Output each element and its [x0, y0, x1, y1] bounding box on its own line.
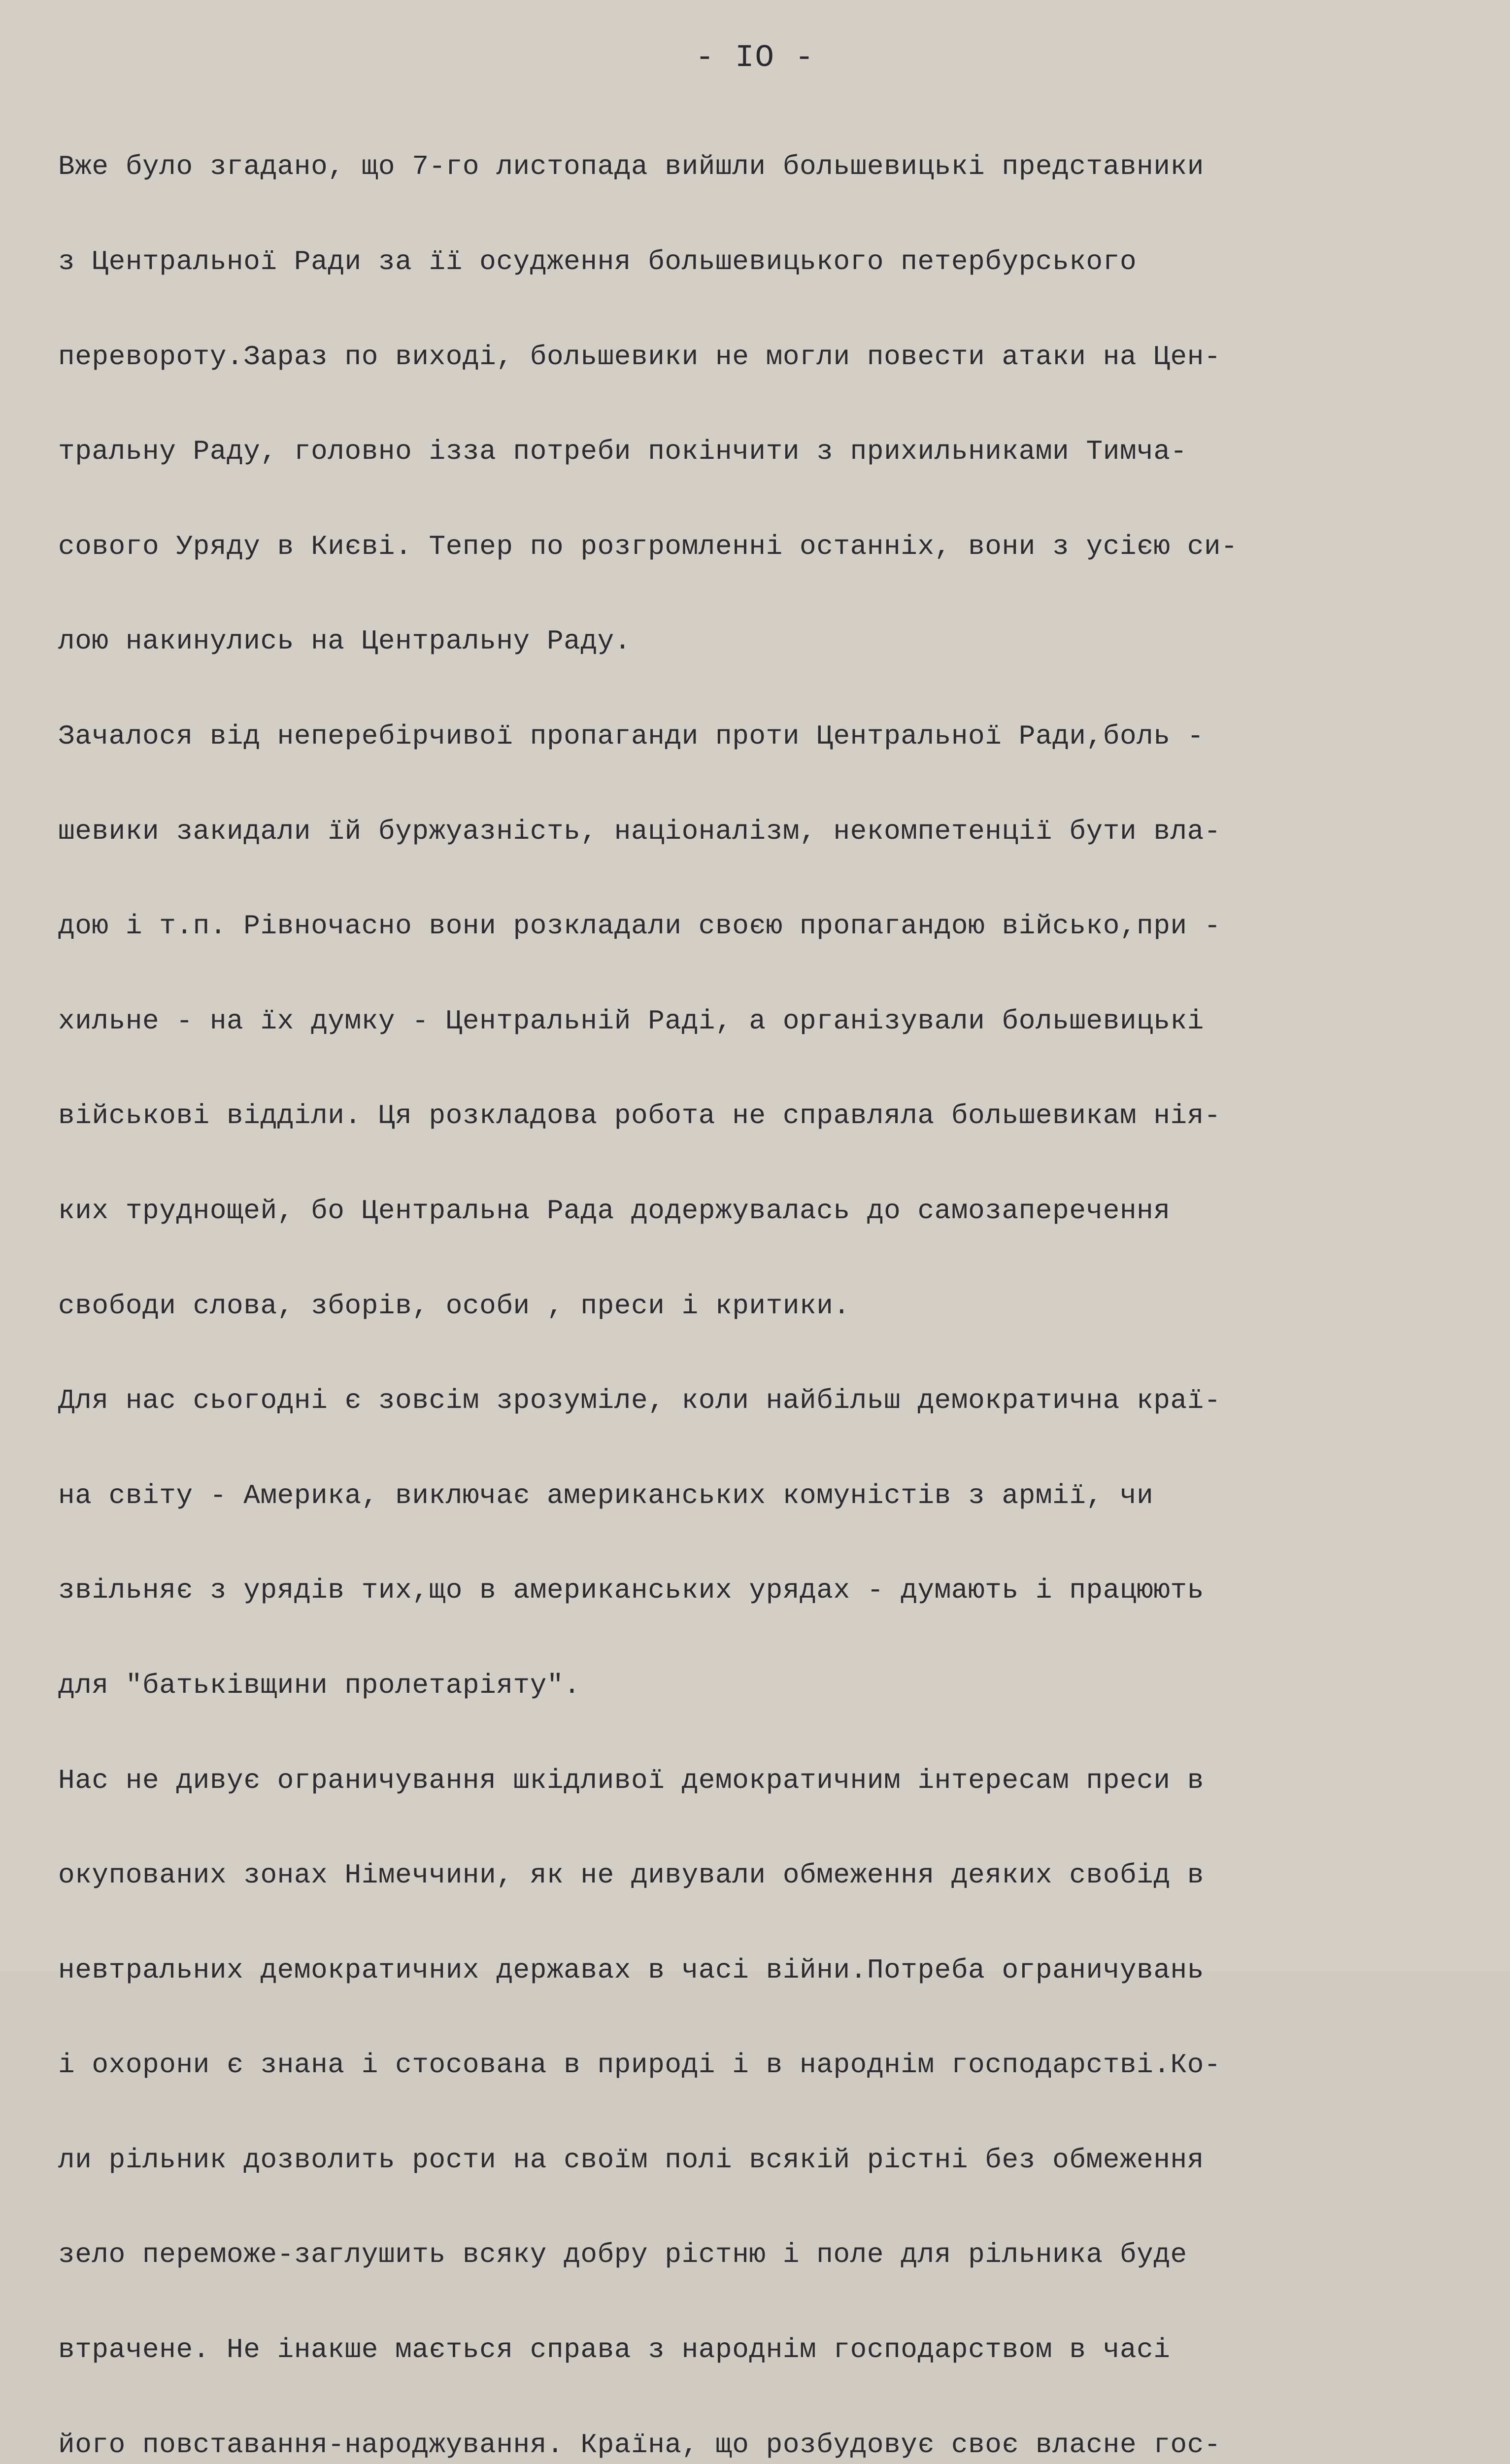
text-line: його повставання-народжування. Країна, що розбудовує своє власне гос-: [58, 2429, 1221, 2461]
text-line: шевики закидали їй буржуазність, націоналізм, некомпетенції бути вла-: [58, 815, 1221, 847]
text-line: Для нас сьогодні є зовсім зрозуміле, коли найбільш демократична краї-: [58, 1385, 1221, 1417]
text-line: перевороту.Зараз по виході, большевики не могли повести атаки на Цен-: [58, 341, 1221, 373]
text-line: Вже було згадано, що 7-го листопада вийшли большевицькі представники: [58, 151, 1204, 183]
text-line: ких труднощей, бо Центральна Рада додержувалась до самозаперечення: [58, 1195, 1171, 1227]
text-line: дою і т.п. Рівночасно вони розкладали своєю пропагандою військо,при -: [58, 910, 1221, 942]
text-line: з Центральної Ради за її осудження большевицького петербурського: [58, 246, 1137, 277]
text-line: військові відділи. Ця розкладова робота не справляла большевикам нія-: [58, 1100, 1221, 1132]
text-line: Нас не дивує ограничування шкідливої демократичним інтересам преси в: [58, 1764, 1204, 1796]
text-line: невтральних демократичних державах в часі війни.Потреба ограничувань: [58, 1954, 1204, 1986]
body-text: [58, 88, 1477, 2464]
page-number: - IO -: [695, 40, 815, 76]
text-line: свободи слова, зборів, особи , преси і критики.: [58, 1290, 850, 1322]
text-line: ли рільник дозволить рости на своїм полі всякій рістні без обмеження: [58, 2144, 1204, 2176]
text-line: сового Уряду в Києві. Тепер по розгромленні останніх, вони з усією си-: [58, 530, 1238, 562]
text-line: окупованих зонах Німеччини, як не дивували обмеження деяких свобід в: [58, 1859, 1204, 1891]
text-line: лою накинулись на Центральну Раду.: [58, 625, 631, 657]
text-line: хильне - на їх думку - Центральній Раді, а організували большевицькі: [58, 1005, 1204, 1037]
text-line: зело переможе-заглушить всяку добру рістню і поле для рільника буде: [58, 2239, 1187, 2271]
text-line: для "батьківщини пролетаріяту".: [58, 1669, 581, 1701]
text-line: тральну Раду, головно ізза потреби покінчити з прихильниками Тимча-: [58, 436, 1187, 468]
text-line: на світу - Америка, виключає американських комуністів з армії, чи: [58, 1479, 1154, 1511]
text-line: втрачене. Не інакше мається справа з народнім господарством в часі: [58, 2334, 1171, 2366]
text-line: звільняє з урядів тих,що в американських урядах - думають і працюють: [58, 1574, 1204, 1607]
text-line: Зачалося від неперебірчивої пропаганди проти Центральної Ради,боль -: [58, 720, 1204, 752]
text-line: і охорони є знана і стосована в природі і в народнім господарстві.Ко-: [58, 2049, 1221, 2081]
